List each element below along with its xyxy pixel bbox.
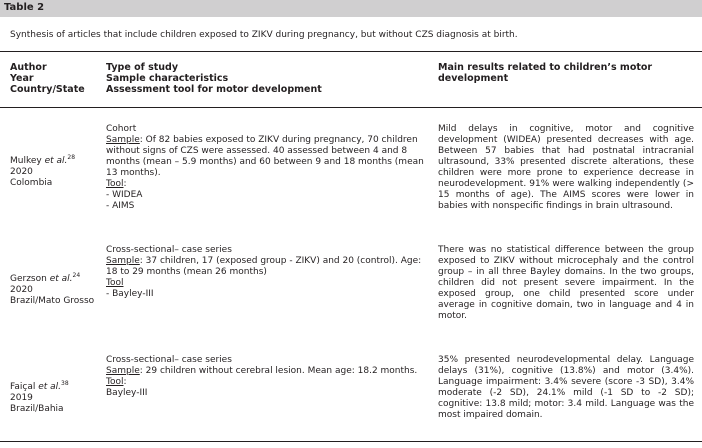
study-sample: [106, 366, 428, 377]
author-reference: 38: [61, 380, 69, 387]
author-year: 2019: [10, 393, 33, 403]
author-etal: et al.: [49, 274, 73, 284]
header-assessment-tool: Assessment tool for motor development: [106, 84, 322, 95]
table-row-result: 35% presented neurodevelopmental delay. Language delays (31%), cognitive (13.8%) and motor (3.4%). Language impairment: 3.4% severe (score -3 SD), 3.4% moderate (-2 SD), 24.1% mild (-1 SD to -2 SD); cognitive: 13.8 mild; motor: 3.4 mild. Language was the most impaired domain.: [438, 355, 694, 420]
author-name: [10, 270, 104, 285]
sample-label: Sample: [106, 256, 140, 266]
table-row-result: Mild delays in cognitive, motor and cognitive development (WIDEA) presented decreases with age. Between 57 babies that had postnatal intracranial ultrasound, 33% presented discrete alterations, these children were more prone to experience decrease in neurodevelopment. 91% were walking independently (> 15 months of age). The AIMS scores were lower in babies with nonspecific findings in brain ultrasound.: [438, 124, 694, 211]
top-rule: [0, 51, 702, 52]
sample-label: Sample: [106, 135, 140, 145]
table-title-bar: [0, 0, 702, 17]
author-place: Colombia: [10, 178, 53, 188]
header-main-results: Main results related to children’s motor development: [438, 62, 653, 84]
author-year: 2020: [10, 167, 33, 177]
header-author: Author: [10, 62, 47, 73]
tool-label: Tool: [106, 179, 124, 189]
study-sample: [106, 135, 428, 179]
study-tool-item: - WIDEA: [106, 190, 143, 200]
study-sample: [106, 256, 428, 278]
table-row-study: [106, 124, 428, 212]
table-row-result: There was no statistical difference between the group exposed to ZIKV without microcephaly and the control group – in all three Bayley domains. In the two groups, children did not present severe impairment. In the exposed group, one child presented score under average in cognitive domain, two in language and 4 in motor.: [438, 245, 694, 321]
table-row-study: [106, 355, 428, 399]
study-tool-label: [106, 278, 428, 289]
study-tool-item: Bayley-III: [106, 388, 148, 398]
sample-label: Sample: [106, 366, 140, 376]
tool-suffix: :: [123, 377, 127, 387]
author-place: Brazil/Mato Grosso: [10, 296, 95, 306]
author-surname: Gerzson: [10, 274, 47, 284]
author-etal: et al.: [38, 382, 62, 392]
table-row-author: [10, 378, 104, 415]
sample-text: : Of 82 babies exposed to ZIKV during pregnancy, 70 children without signs of CZS were assessed. 40 assessed between 4 and 8 months (mean – 5.9 months) and 60 between 9 and 18 months (mean 13 months).: [106, 135, 424, 178]
table-label: Table 2: [4, 2, 45, 13]
table-row-author: [10, 270, 104, 307]
study-type: Cohort: [106, 124, 137, 134]
header-rule: [0, 107, 702, 108]
header-year: Year: [10, 73, 34, 84]
author-name: [10, 152, 104, 167]
tool-label: Tool: [106, 278, 124, 288]
bottom-rule: [0, 441, 702, 442]
study-tool-item: - AIMS: [106, 201, 135, 211]
table-row-study: [106, 245, 428, 300]
author-surname: Faiçal: [10, 382, 36, 392]
author-etal: et al.: [44, 156, 68, 166]
study-type: Cross-sectional– case series: [106, 245, 232, 255]
header-type-of-study: Type of study: [106, 62, 179, 73]
study-tool-label: [106, 179, 428, 190]
author-reference: 24: [72, 272, 81, 279]
header-sample: Sample characteristics: [106, 73, 229, 84]
sample-text: : 29 children without cerebral lesion. Mean age: 18.2 months.: [139, 366, 418, 376]
header-author-year-country: [10, 62, 100, 95]
header-study: [106, 62, 426, 95]
study-tool-label: [106, 377, 428, 388]
study-tool-item: - Bayley-III: [106, 289, 154, 299]
author-surname: Mulkey: [10, 156, 42, 166]
header-country: Country/State: [10, 84, 85, 95]
tool-suffix: :: [123, 179, 127, 189]
tool-label: Tool: [106, 377, 124, 387]
sample-text: : 37 children, 17 (exposed group - ZIKV) and 20 (control). Age: 18 to 29 months (mean 26 months): [106, 256, 422, 277]
author-year: 2020: [10, 285, 33, 295]
author-reference: 28: [67, 154, 76, 161]
author-name: [10, 378, 104, 393]
table-row-author: [10, 152, 104, 189]
study-type: Cross-sectional– case series: [106, 355, 232, 365]
table-caption: Synthesis of articles that include children exposed to ZIKV during pregnancy, but without CZS diagnosis at birth.: [10, 30, 518, 40]
author-place: Brazil/Bahia: [10, 404, 64, 414]
